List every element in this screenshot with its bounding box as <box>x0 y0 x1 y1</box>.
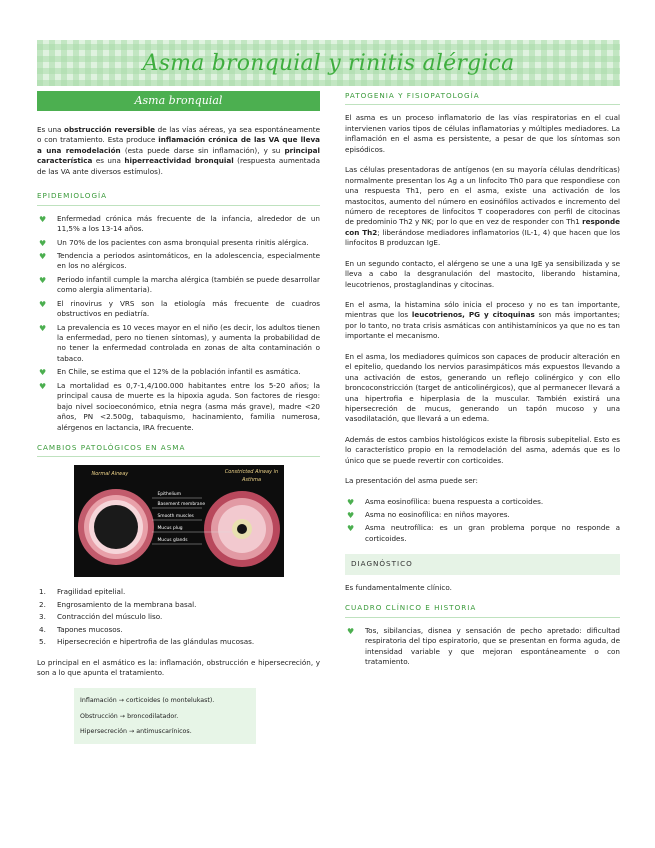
list-item: 2. Engrosamiento de la membrana basal. <box>39 599 197 609</box>
heading-patogenia: PATOGENIA Y FISIOPATOLOGÍA <box>345 91 620 105</box>
presentacion-list <box>345 497 620 545</box>
heading-cambios-patologicos: CAMBIOS PATOLÓGICOS EN ASMA <box>37 443 320 457</box>
principal-paragraph: Lo principal en el asmático es la: inflamación, obstrucción e hipersecreción, y son a lo que apunta el tratamiento. <box>37 657 320 677</box>
list-item: ♥ Asma eosinofílica: buena respuesta a corticoides. <box>347 496 544 507</box>
note-line: Hipersecreción → antimuscarínicos. <box>80 727 192 735</box>
heart-icon: ♥ <box>39 299 47 309</box>
constricted-airway-label: Constricted Airway in Asthma <box>224 469 279 483</box>
presentacion-intro: La presentación del asma puede ser: <box>345 476 478 486</box>
list-item: ♥ Asma no eosinofílica: en niños mayores. <box>347 510 510 520</box>
patogenia-paragraph-4: En el asma, la histamina sólo inicia el proceso y no es tan importante, mientras que los leucotrienos, PG y citoquinas son más importantes; por lo tanto, no trata crisis asmáticas con antihistamínicos ya que no es tan importante el mecanismo. <box>345 300 620 341</box>
section-pill-asma: Asma bronquial <box>37 91 320 111</box>
heart-icon: ♥ <box>39 214 47 224</box>
heart-icon: ♥ <box>39 323 47 333</box>
patogenia-paragraph-1: El asma es un proceso inflamatorio de las vías respiratorias en el cual intervienen varios tipos de células inflamatorias y múltiples mediadores. La inflamación en el asma es persistente, a pesar de que los síntomas son episódicos. <box>345 113 620 154</box>
normal-airway-label: Normal Airway <box>91 471 129 478</box>
list-item: ♥ Tendencia a periodos asintomáticos, en la adolescencia, especialmente en los no alérgicos. <box>39 250 320 271</box>
airway-diagram <box>74 465 284 577</box>
patogenia-paragraph-3: En un segundo contacto, el alérgeno se une a una IgE ya sensibilizada y se lleva a cabo la desgranulación del mastocito, liberando histamina, leucotrienos, prostaglandinas y citocinas. <box>345 258 620 289</box>
list-item: ♥ Un 70% de los pacientes con asma bronquial presenta rinitis alérgica. <box>39 237 309 248</box>
label-basement-membrane: Basement membrane <box>157 502 206 508</box>
patogenia-paragraph-6: Además de estos cambios histológicos existe la fibrosis subepitelial. Esto es lo característico propio en la remodelación del asma, además que es lo único que se puede revertir con corticoides. <box>345 434 620 465</box>
treatment-note-box <box>74 688 256 743</box>
list-item: ♥ El rinovirus y VRS son la etiología más frecuente de cuadros obstructivos en pediatría. <box>39 298 320 319</box>
heading-epidemiologia: EPIDEMIOLOGÍA <box>37 191 320 205</box>
heading-cuadro-clinico: CUADRO CLÍNICO E HISTORIA <box>345 603 620 617</box>
label-mucus-glands: Mucus glands <box>157 538 188 544</box>
right-column <box>345 91 620 677</box>
list-item: 1. Fragilidad epitelial. <box>39 587 126 597</box>
heart-icon: ♥ <box>39 238 47 248</box>
list-item: ♥ La prevalencia es 10 veces mayor en el niño (es decir, los adultos tienen la enfermedad, pero no tienen síntomas), y aumenta la probabilidad de no tener la enfermedad controlada en zonas de alta contaminación o tabaco. <box>39 322 320 363</box>
title-banner <box>37 40 620 86</box>
heart-icon: ♥ <box>347 511 355 520</box>
label-epithelium: Epithelium <box>157 492 181 498</box>
list-item: ♥ Enfermedad crónica más frecuente de la infancia, alrededor de un 11,5% a los 13-14 años. <box>39 213 320 234</box>
heart-icon: ♥ <box>347 626 355 636</box>
list-item: 4. Tapones mucosos. <box>39 624 123 634</box>
note-line: Obstrucción → broncodilatador. <box>80 712 179 720</box>
heart-icon: ♥ <box>39 251 47 261</box>
epidemiologia-list <box>37 214 320 433</box>
list-item: ♥ Tos, sibilancias, disnea y sensación de pecho apretado: dificultad respiratoria del tipo espiratorio, que se presentan en forma aguda, de intensidad variable y que mejoran espontáneamente o con tratamiento. <box>347 625 620 666</box>
list-item: ♥ Periodo infantil cumple la marcha alérgica (también se puede desarrollar como alergia alimentaria). <box>39 274 320 295</box>
label-mucus-plug: Mucus plug <box>157 526 183 532</box>
page-title: Asma bronquial y rinitis alérgica <box>142 51 515 76</box>
patogenia-paragraph-2: Las células presentadoras de antígenos (en su mayoría células dendríticas) normalmente presentan los Ag a un linfocito Th0 para que respondiese con una respuesta Th1, pero en el asma, existe una activación de los mastocitos, aumento del número en eosinófilos activados e incremento del número de receptores de linfocitos T cooperadores con perfil de citocinas de predominio Th2 y NK; por lo que en vez de responder con Th1 responde con Th2; liberándose mediadores inflamatorios (IL-1, 4) que hacen que los linfocitos B produzcan IgE. <box>345 165 620 248</box>
list-item: 3. Contracción del músculo liso. <box>39 612 163 622</box>
list-item: ♥ En Chile, se estima que el 12% de la población infantil es asmática. <box>39 367 301 378</box>
label-smooth-muscles: Smooth muscles <box>157 514 194 520</box>
patogenia-paragraph-5: En el asma, los mediadores químicos son capaces de producir alteración en el epitelio, quedando los nervios parasimpáticos más expuestos llevando a una activación de estos, generando un reflejo colinérgico y con ello broncoconstricción (target de anticolinérgicos), que al permanecer llevará a una hipertrofia e hiperplasia de la muscular. También existirá una hipersecreción de mucus, generando un tapón mucoso y una vasodilatación, que llevará a un edema. <box>345 351 620 424</box>
intro-paragraph: Es una obstrucción reversible de las vías aéreas, ya sea espontáneamente o con tratamiento. Esta produce inflamación crónica de las VA que lleva a una remodelación (esta puede darse sin inflamación), y su principal característica es una hiperreactividad bronquial (respuesta aumentada de las VA ante diversos estímulos). <box>37 125 320 176</box>
cuadro-list <box>345 626 620 668</box>
diagnostico-text: Es fundamentalmente clínico. <box>345 582 452 592</box>
heart-icon: ♥ <box>39 368 47 378</box>
list-item: ♥ La mortalidad es 0,7-1,4/100.000 habitantes entre los 5-20 años; la principal causa de muerte es la hipoxia aguda. Son factores de riesgo: bajo nivel socioeconómico, etnia negra (asma más grave), madre <20 años, PN <2.500g, tabaquismo, hacinamiento, familia numerosa, alérgenos en lactancia, IRA frecuente. <box>39 380 320 432</box>
heart-icon: ♥ <box>39 275 47 285</box>
heading-diagnostico: DIAGNÓSTICO <box>345 554 620 574</box>
note-line: Inflamación → corticoides (o montelukast). <box>80 697 215 705</box>
cambios-list <box>37 587 320 647</box>
heart-icon: ♥ <box>347 524 355 534</box>
heart-icon: ♥ <box>347 497 355 507</box>
left-column <box>37 91 320 744</box>
list-item: 5. Hipersecreción e hipertrofia de las glándulas mucosas. <box>39 637 255 647</box>
list-item: ♥ Asma neutrofílica: es un gran problema porque no responde a corticoides. <box>347 523 620 543</box>
heart-icon: ♥ <box>39 381 47 391</box>
